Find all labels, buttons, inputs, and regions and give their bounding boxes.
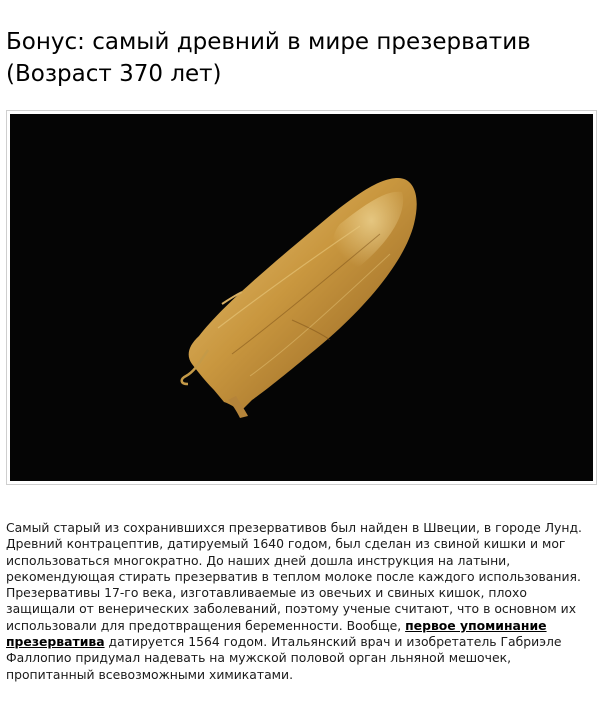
paragraph-text-before-link: Самый старый из сохранившихся презервативов был найден в Швеции, в городе Лунд. Древний контрацептив, датируемый 1640 годом, был сделан из свиной кишки и мог использоваться многократно. До наших дней дошла инструкция на латыни, рекомендующая стирать презерватив в теплом молоке после каждого использования. Презервативы 17-го века, изготавливаемые из овечьих и свиных кишок, плохо защищали от венерических заболеваний, поэтому ученые считают, что в основном их использовали для предотвращения беременности. Вообще, bbox=[6, 520, 582, 633]
article-title-line-1: Бонус: самый древний в мире презерватив bbox=[6, 29, 531, 55]
paragraph-text-after-link: датируется 1564 годом. Итальянский врач и изобретатель Габриэле Фаллопио придумал надевать на мужской половой орган льняной мешочек, пропитанный всевозможными химикатами. bbox=[6, 634, 562, 682]
artifact-photo bbox=[10, 114, 593, 481]
first-mention-link[interactable]: первое упоминание презерватива bbox=[6, 617, 547, 650]
article-title bbox=[6, 26, 596, 90]
article-title-line-2: (Возраст 370 лет) bbox=[6, 61, 222, 87]
artifact-photo-svg bbox=[10, 114, 593, 481]
article-body-text bbox=[6, 520, 596, 683]
article-photo-frame bbox=[6, 110, 597, 485]
